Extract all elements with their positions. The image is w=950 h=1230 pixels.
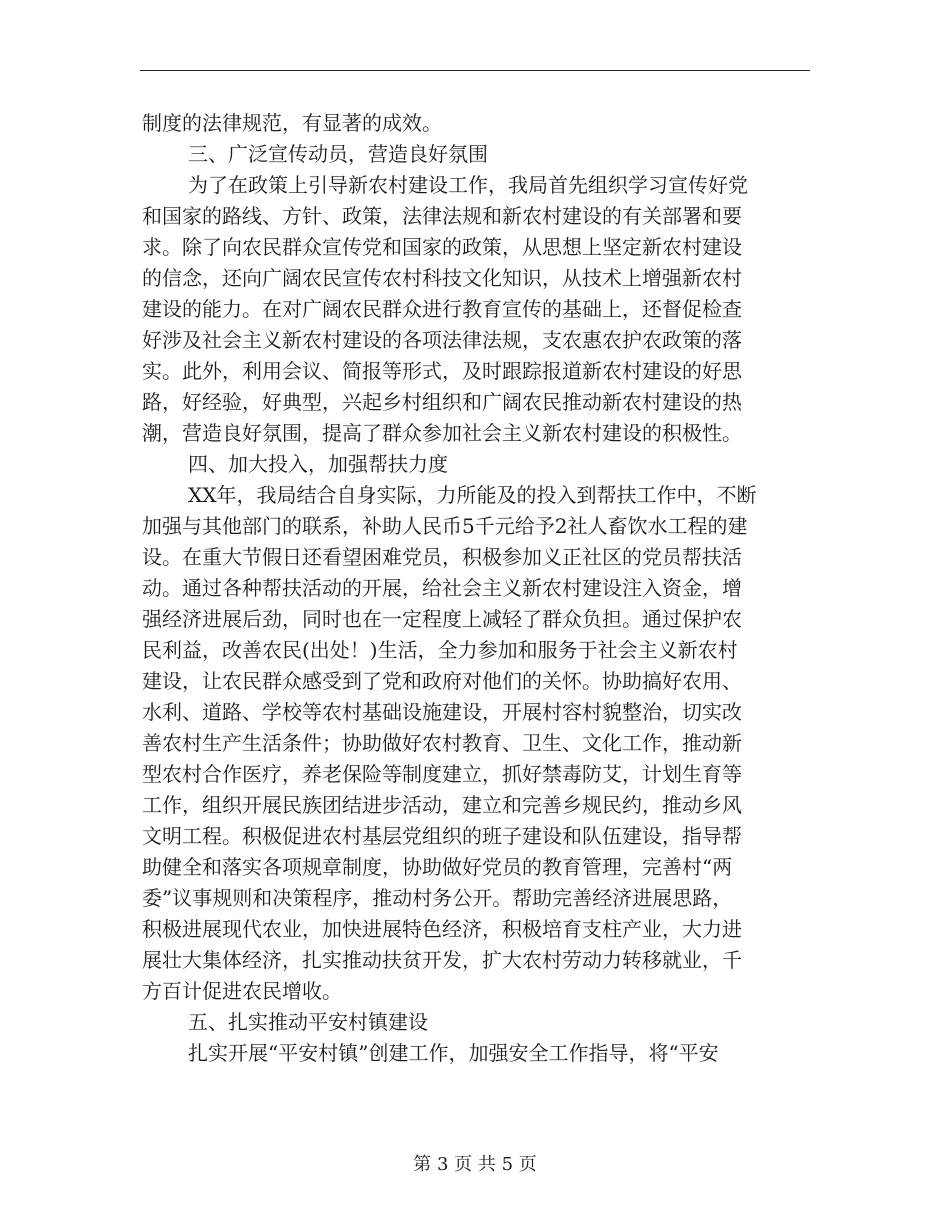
- page-footer: 第 3 页 共 5 页: [413, 1154, 537, 1175]
- text-line: 展壮大集体经济，扎实推动扶贫开发，扩大农村劳动力转移就业，千: [142, 948, 742, 972]
- text-line: 扎实开展“平安村镇”创建工作，加强安全工作指导，将“平安: [188, 1041, 719, 1065]
- text-line: 文明工程。积极促进农村基层党组织的班子建设和队伍建设，指导帮: [142, 824, 742, 848]
- text-line: 助健全和落实各项规章制度，协助做好党员的教育管理，完善村“两: [142, 855, 733, 879]
- text-line: 求。除了向农民群众宣传党和国家的政策，从思想上坚定新农村建设: [142, 235, 742, 259]
- text-line: 建设，让农民群众感受到了党和政府对他们的关怀。协助搞好农用、: [142, 669, 742, 693]
- text-line: 设。在重大节假日还看望困难党员，积极参加义正社区的党员帮扶活: [142, 545, 742, 569]
- text-line: 委”议事规则和决策程序，推动村务公开。帮助完善经济进展思路，: [142, 886, 733, 910]
- text-line: 民利益，改善农民(出处！)生活，全力参加和服务于社会主义新农村: [142, 638, 738, 662]
- text-line: 工作，组织开展民族团结进步活动，建立和完善乡规民约，推动乡风: [142, 793, 742, 817]
- text-line: 善农村生产生活条件；协助做好农村教育、卫生、文化工作，推动新: [142, 731, 742, 755]
- text-line: 和国家的路线、方针、政策，法律法规和新农村建设的有关部署和要: [142, 204, 742, 228]
- text-line: XX年，我局结合自身实际，力所能及的投入到帮扶工作中，不断: [188, 483, 757, 507]
- text-line: 积极进展现代农业，加快进展特色经济，积极培育支柱产业，大力进: [142, 917, 742, 941]
- text-line: 路，好经验，好典型，兴起乡村组织和广阔农民推动新农村建设的热: [142, 390, 742, 414]
- text-line: 加强与其他部门的联系，补助人民币5千元给予2社人畜饮水工程的建: [142, 514, 748, 538]
- text-line: 强经济进展后劲，同时也在一定程度上减轻了群众负担。通过保护农: [142, 607, 742, 631]
- text-line: 为了在政策上引导新农村建设工作，我局首先组织学习宣传好党: [188, 173, 748, 197]
- text-line: 动。通过各种帮扶活动的开展，给社会主义新农村建设注入资金，增: [142, 576, 742, 600]
- text-line: 制度的法律规范，有显著的成效。: [142, 111, 442, 135]
- text-line: 五、扎实推动平安村镇建设: [188, 1010, 428, 1034]
- text-line: 三、广泛宣传动员，营造良好氛围: [188, 142, 488, 166]
- text-line: 实。此外，利用会议、简报等形式，及时跟踪报道新农村建设的好思: [142, 359, 742, 383]
- text-line: 四、加大投入，加强帮扶力度: [188, 452, 448, 476]
- text-line: 型农村合作医疗，养老保险等制度建立，抓好禁毒防艾，计划生育等: [142, 762, 742, 786]
- text-line: 建设的能力。在对广阔农民群众进行教育宣传的基础上，还督促检查: [142, 297, 742, 321]
- text-line: 方百计促进农民增收。: [142, 979, 342, 1003]
- header-rule: [140, 70, 810, 71]
- body-text: [142, 108, 812, 1069]
- text-line: 潮，营造良好氛围，提高了群众参加社会主义新农村建设的积极性。: [142, 421, 742, 445]
- text-line: 好涉及社会主义新农村建设的各项法律法规，支农惠农护农政策的落: [142, 328, 742, 352]
- text-line: 的信念，还向广阔农民宣传农村科技文化知识，从技术上增强新农村: [142, 266, 742, 290]
- text-line: 水利、道路、学校等农村基础设施建设，开展村容村貌整治，切实改: [142, 700, 742, 724]
